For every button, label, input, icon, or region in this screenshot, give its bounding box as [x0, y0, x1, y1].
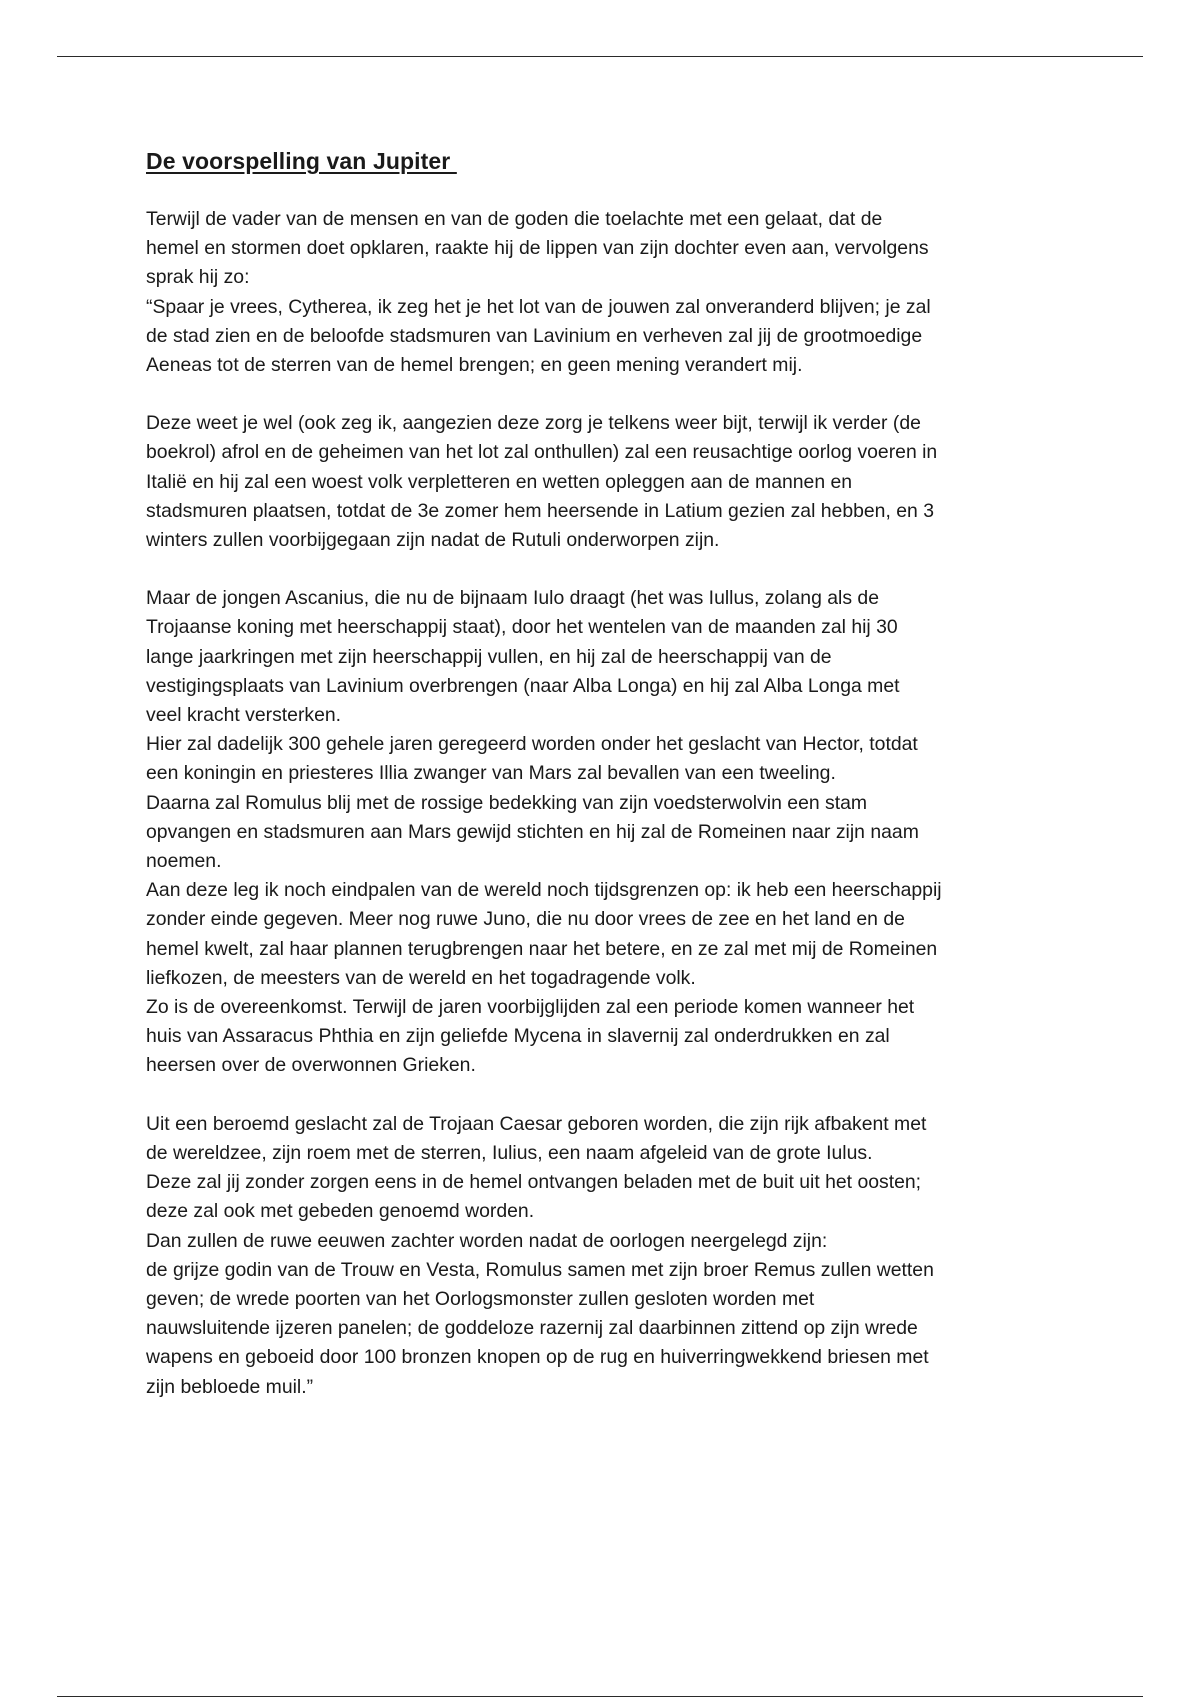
text-line: Maar de jongen Ascanius, die nu de bijnaam Iulo draagt (het was Iullus, zolang als de	[146, 587, 879, 610]
text-line: hemel en stormen doet opklaren, raakte hij de lippen van zijn dochter even aan, vervolgens	[146, 237, 929, 260]
text-line: de grijze godin van de Trouw en Vesta, Romulus samen met zijn broer Remus zullen wetten	[146, 1258, 934, 1281]
paragraph	[146, 205, 1066, 380]
text-line: vestigingsplaats van Lavinium overbrengen (naar Alba Longa) en hij zal Alba Longa met	[146, 674, 900, 697]
text-line: boekrol) afrol en de geheimen van het lot zal onthullen) zal een reusachtige oorlog voeren in	[146, 441, 938, 464]
text-line: Aan deze leg ik noch eindpalen van de wereld noch tijdsgrenzen op: ik heb een heerschappij	[146, 879, 942, 902]
text-line: stadsmuren plaatsen, totdat de 3e zomer hem heersende in Latium gezien zal hebben, en 3	[146, 499, 934, 522]
text-line: winters zullen voorbijgegaan zijn nadat de Rutuli onderworpen zijn.	[146, 529, 720, 552]
text-line: liefkozen, de meesters van de wereld en het togadragende volk.	[146, 966, 696, 989]
text-line: zonder einde gegeven. Meer nog ruwe Juno, die nu door vrees de zee en het land en de	[146, 908, 905, 931]
top-rule	[57, 56, 1143, 57]
text-line: de stad zien en de beloofde stadsmuren van Lavinium en verheven zal jij de grootmoedige	[146, 324, 923, 347]
text-line: Terwijl de vader van de mensen en van de goden die toelachte met een gelaat, dat de	[146, 208, 883, 230]
text-line: de wereldzee, zijn roem met de sterren, Iulius, een naam afgeleid van de grote Iulus.	[146, 1141, 873, 1164]
text-line: Zo is de overeenkomst. Terwijl de jaren voorbijglijden zal een periode komen wanneer het	[146, 996, 915, 1019]
text-line: een koningin en priesteres Illia zwanger van Mars zal bevallen van een tweeling.	[146, 762, 836, 785]
text-line: Deze zal jij zonder zorgen eens in de hemel ontvangen beladen met de buit uit het oosten;	[146, 1171, 922, 1194]
text-line: Hier zal dadelijk 300 gehele jaren geregeerd worden onder het geslacht van Hector, totdat	[146, 733, 918, 756]
text-line: veel kracht versterken.	[146, 704, 342, 727]
text-line: zijn bebloede muil.”	[146, 1375, 314, 1398]
text-line: heersen over de overwonnen Grieken.	[146, 1054, 476, 1077]
document-title: De voorspelling van Jupiter	[146, 148, 457, 174]
text-line: wapens en geboeid door 100 bronzen knopen op de rug en huiverringwekkend briesen met	[146, 1346, 929, 1369]
text-line: “Spaar je vrees, Cytherea, ik zeg het je het lot van de jouwen zal onveranderd blijven; je zal	[146, 295, 931, 318]
text-line: geven; de wrede poorten van het Oorlogsmonster zullen gesloten worden met	[146, 1287, 815, 1310]
text-line: Trojaanse koning met heerschappij staat), door het wentelen van de maanden zal hij 30	[146, 616, 898, 639]
text-line: hemel kwelt, zal haar plannen terugbrengen naar het betere, en ze zal met mij de Romeinen	[146, 937, 938, 960]
paragraph	[146, 584, 1066, 1080]
text-line: Italië en hij zal een woest volk verpletteren en wetten opleggen aan de mannen en	[146, 470, 853, 493]
text-line: Aeneas tot de sterren van de hemel brengen; en geen mening verandert mij.	[146, 354, 803, 377]
document-body	[146, 145, 1066, 1431]
text-line: nauwsluitende ijzeren panelen; de goddeloze razernij zal daarbinnen zittend op zijn wrede	[146, 1317, 918, 1340]
text-line: noemen.	[146, 850, 222, 873]
paragraph	[146, 1110, 1066, 1402]
text-line: sprak hij zo:	[146, 266, 250, 289]
text-line: Deze weet je wel (ook zeg ik, aangezien deze zorg je telkens weer bijt, terwijl ik verder (de	[146, 412, 921, 435]
paragraph	[146, 409, 1066, 555]
paragraph-container	[146, 205, 1066, 1402]
text-line: Dan zullen de ruwe eeuwen zachter worden nadat de oorlogen neergelegd zijn:	[146, 1229, 828, 1252]
text-line: Uit een beroemd geslacht zal de Trojaan Caesar geboren worden, die zijn rijk afbakent met	[146, 1112, 927, 1135]
bottom-rule	[57, 1696, 1143, 1697]
text-line: opvangen en stadsmuren aan Mars gewijd stichten en hij zal de Romeinen naar zijn naam	[146, 820, 919, 843]
text-line: Daarna zal Romulus blij met de rossige bedekking van zijn voedsterwolvin een stam	[146, 791, 868, 814]
text-line: deze zal ook met gebeden genoemd worden.	[146, 1200, 535, 1223]
text-line: huis van Assaracus Phthia en zijn geliefde Mycena in slavernij zal onderdrukken en zal	[146, 1025, 890, 1048]
text-line: lange jaarkringen met zijn heerschappij vullen, en hij zal de heerschappij van de	[146, 645, 832, 668]
